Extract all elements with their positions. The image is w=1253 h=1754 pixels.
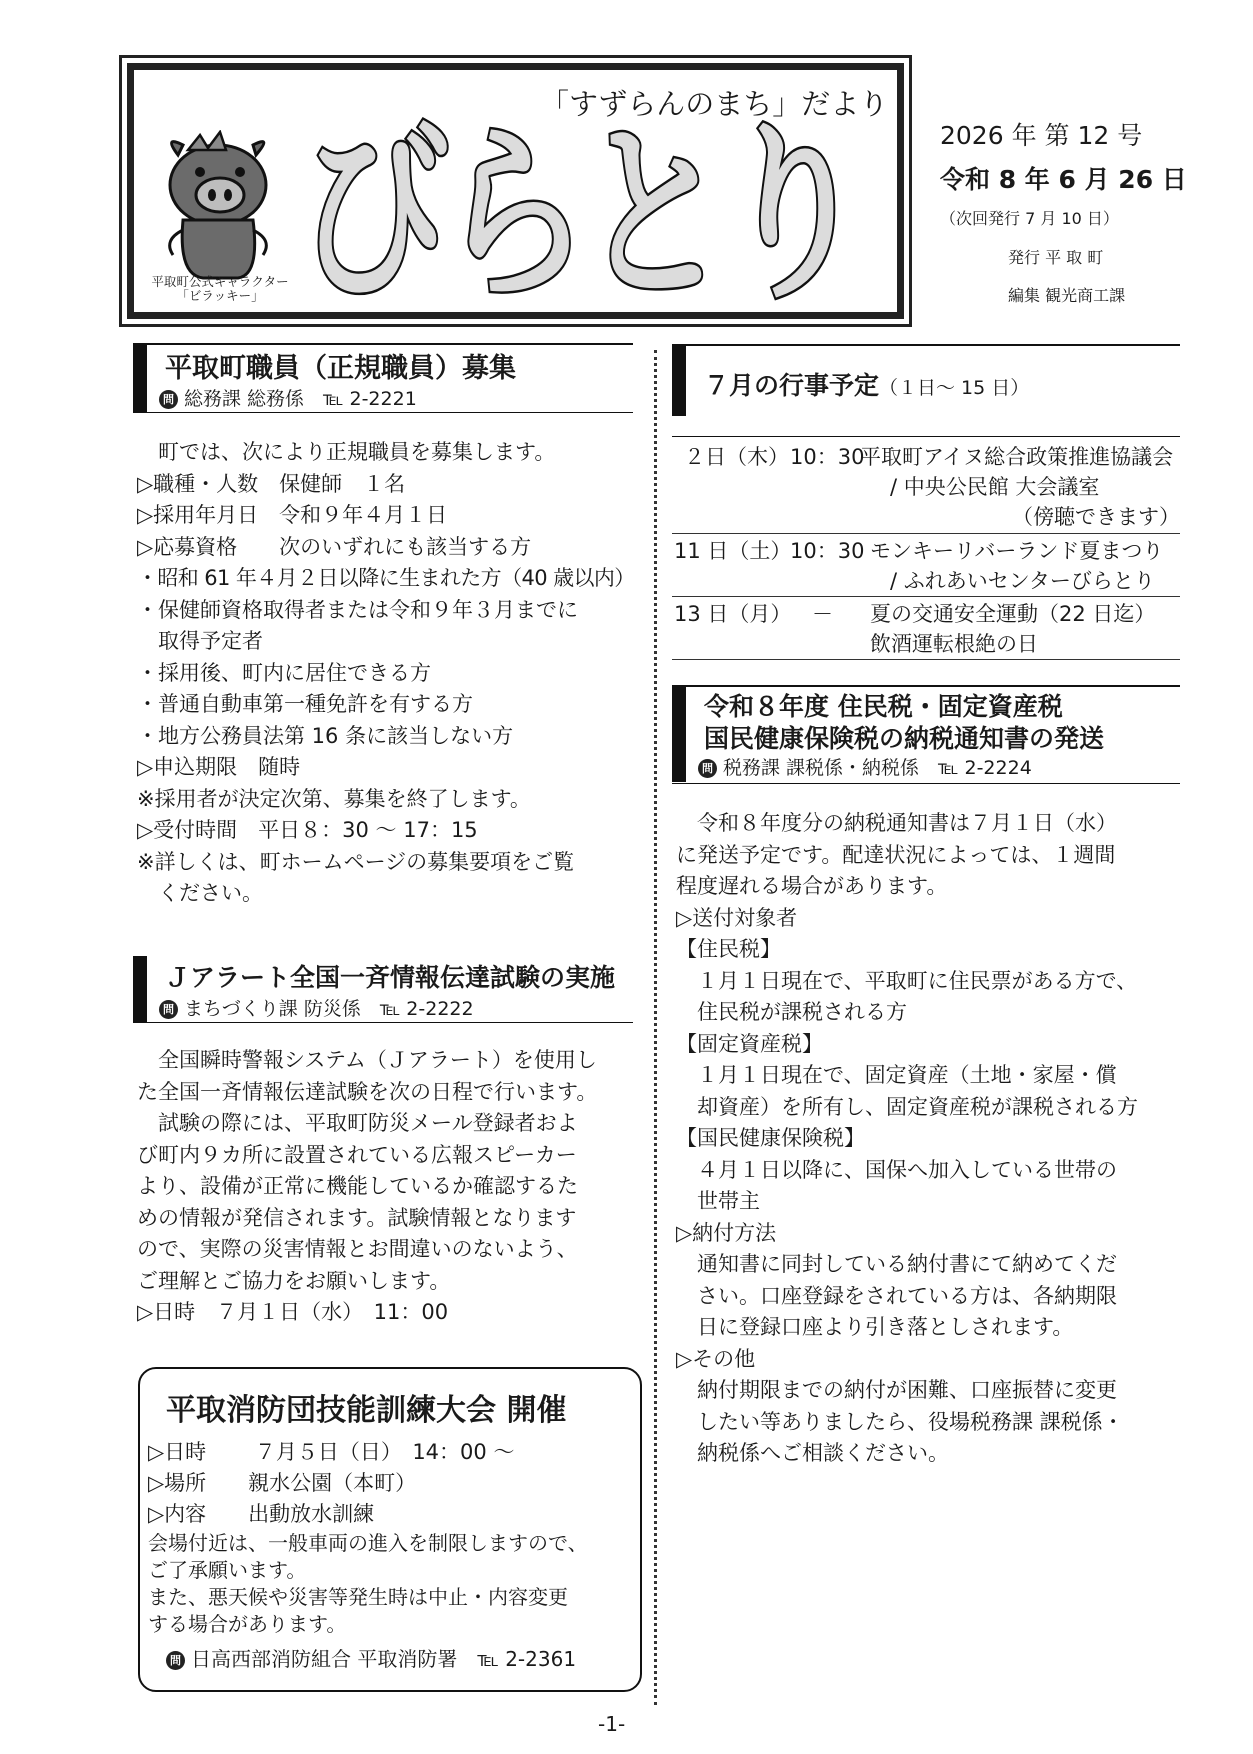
- fire-line: ▷内容 出動放水訓練: [148, 1502, 375, 1526]
- tax-line: ４月１日以降に、国保へ加入している世帯の: [697, 1157, 1117, 1182]
- fire-contact-text: 日高西部消防組合 平取消防署 ℡ 2-2361: [191, 1647, 577, 1671]
- tax-line: ▷納付方法: [676, 1220, 777, 1245]
- recruit-line: 取得予定者: [158, 629, 263, 653]
- fire-line: する場合があります。: [148, 1612, 347, 1636]
- recruit-contact: [159, 384, 417, 411]
- publisher: 発行 平 取 町: [1008, 248, 1104, 267]
- schedule-header: [672, 346, 1180, 416]
- jalert-line: 試験の際には、平取町防災メール登録者およ: [158, 1111, 578, 1135]
- tax-line: 日に登録口座より引き落としされます。: [697, 1315, 1074, 1339]
- next-issue-date: （次回発行 7 月 10 日）: [940, 209, 1119, 228]
- editor: 編集 観光商工課: [1008, 286, 1126, 305]
- schedule-event: 平取町アイヌ総合政策推進協議会: [860, 445, 1174, 469]
- inquiry-mark-icon: 問: [166, 1651, 185, 1670]
- mascot-caption: [140, 275, 300, 303]
- jalert-line: た全国一斉情報伝達試験を次の日程で行います。: [137, 1079, 598, 1104]
- tax-contact: [698, 753, 1032, 780]
- table-row: [672, 440, 1180, 534]
- fire-line: また、悪天候や災害等発生時は中止・内容変更: [148, 1585, 568, 1609]
- jalert-contact-text: まちづくり課 防災係 ℡ 2-2222: [184, 998, 474, 1020]
- schedule-event: 夏の交通安全運動（22 日迄）: [870, 602, 1156, 626]
- tax-line: したい等ありましたら、役場税務課 課税係・: [697, 1409, 1124, 1434]
- page-number: -1-: [598, 1712, 626, 1736]
- recruit-line: 町では、次により正規職員を募集します。: [158, 440, 556, 464]
- recruit-header: [133, 344, 633, 412]
- schedule-time: 10：30: [790, 445, 865, 469]
- recruit-line: ください。: [158, 881, 263, 905]
- jalert-bottom-rule: [133, 1022, 633, 1023]
- schedule-title-text: ７月の行事予定: [704, 371, 880, 400]
- tax-header: [672, 687, 1180, 782]
- mascot-caption-line1: 平取町公式キャラクター: [151, 274, 289, 289]
- issue-date: 令和 8 年 6 月 26 日: [940, 165, 1187, 194]
- recruit-line: ※詳しくは、町ホームページの募集要項をご覧: [137, 849, 575, 874]
- tax-bottom-rule: [672, 783, 1180, 784]
- recruit-body: [137, 437, 635, 910]
- schedule-event: / ふれあいセンターびらとり: [890, 569, 1155, 593]
- mascot-caption-line2: 「ビラッキー」: [176, 288, 264, 303]
- jalert-title: Ｊアラート全国一斉情報伝達試験の実施: [165, 963, 616, 992]
- table-row: [672, 597, 1180, 660]
- newsletter-tagline: 「すずらんのまち」だより: [540, 87, 889, 121]
- tax-line: 納税係へご相談ください。: [697, 1441, 949, 1465]
- tax-line: １月１日現在で、平取町に住民票がある方で、: [697, 968, 1138, 993]
- tax-line: ▷その他: [676, 1346, 756, 1371]
- tax-line: 却資産）を所有し、固定資産税が課税される方: [697, 1094, 1138, 1119]
- recruit-line: ▷応募資格 次のいずれにも該当する方: [137, 534, 532, 559]
- column-divider: [654, 350, 657, 1705]
- schedule-event: モンキーリバーランド夏まつり: [870, 539, 1164, 563]
- jalert-line: めの情報が発信されます。試験情報となります: [137, 1205, 577, 1230]
- schedule-event: 飲酒運転根絶の日: [870, 632, 1038, 656]
- schedule-time: 10：30: [790, 539, 865, 563]
- tax-line: １月１日現在で、固定資産（土地・家屋・償: [697, 1063, 1117, 1087]
- recruit-line: ▷申込期限 随時: [137, 755, 301, 779]
- tax-line: 【固定資産税】: [676, 1031, 823, 1056]
- tax-body: [676, 808, 1138, 1470]
- schedule-date: 13 日（月）: [674, 602, 792, 626]
- fire-drill-body: [148, 1437, 588, 1675]
- inquiry-mark-icon: 問: [159, 1000, 178, 1019]
- logo-text: びらとり: [300, 112, 860, 302]
- fire-line: ご了承願います。: [148, 1558, 307, 1582]
- recruit-line: ▷採用年月日 令和９年４月１日: [137, 503, 448, 527]
- recruit-line: ▷受付時間 平日８：30 ～ 17：15: [137, 818, 478, 842]
- jalert-body: [137, 1045, 597, 1329]
- tax-title-line1: 令和８年度 住民税・固定資産税: [704, 692, 1063, 721]
- schedule-table: [672, 440, 1180, 660]
- jalert-line: より、設備が正常に機能しているか確認するた: [137, 1174, 578, 1198]
- schedule-event: （傍聴できます）: [1012, 505, 1180, 529]
- jalert-line: ご理解とご協力をお願いします。: [137, 1268, 451, 1293]
- tax-contact-text: 税務課 課税係・納税係 ℡ 2-2224: [723, 757, 1032, 779]
- tax-line: 【住民税】: [676, 937, 781, 961]
- schedule-title: [704, 366, 1029, 402]
- recruit-contact-text: 総務課 総務係 ℡ 2-2221: [184, 388, 417, 410]
- fire-drill-title: 平取消防団技能訓練大会 開催: [166, 1393, 567, 1428]
- recruit-title: 平取町職員（正規職員）募集: [165, 353, 516, 384]
- recruit-line: ・保健師資格取得者または令和９年３月までに: [137, 597, 578, 622]
- recruit-line: ※採用者が決定次第、募集を終了します。: [137, 786, 531, 811]
- schedule-event: / 中央公民館 大会議室: [890, 475, 1100, 499]
- recruit-line: ▷職種・人数 保健師 １名: [137, 471, 406, 496]
- fire-line: 会場付近は、一般車両の進入を制限しますので、: [148, 1531, 588, 1555]
- tax-line: 世帯主: [697, 1189, 760, 1213]
- recruit-line: ・採用後、町内に居住できる方: [137, 660, 431, 685]
- fire-contact: [166, 1644, 588, 1675]
- recruit-line: ・昭和 61 年４月２日以降に生まれた方（40 歳以内）: [137, 566, 635, 590]
- recruit-top-rule: [133, 343, 633, 345]
- jalert-line: び町内９カ所に設置されている広報スピーカー: [137, 1142, 577, 1167]
- tax-title-line2: 国民健康保険税の納税通知書の発送: [704, 724, 1105, 753]
- issue-number: 2026 年 第 12 号: [940, 121, 1143, 150]
- schedule-date: ２日（木）: [684, 445, 789, 469]
- mascot-illustration: [148, 130, 288, 280]
- jalert-line: 全国瞬時警報システム（Ｊアラート）を使用し: [158, 1048, 597, 1072]
- schedule-time: －: [812, 602, 833, 626]
- newsletter-logo: [300, 112, 865, 302]
- table-row: [672, 534, 1180, 597]
- tax-line: 令和８年度分の納税通知書は７月１日（水）: [697, 811, 1117, 835]
- recruit-bottom-rule: [133, 412, 633, 413]
- fire-line: ▷日時 ７月５日（日） 14：00 ～: [148, 1440, 515, 1464]
- inquiry-mark-icon: 問: [159, 390, 178, 409]
- tax-line: 納付期限までの納付が困難、口座振替に変更: [697, 1378, 1117, 1402]
- tax-line: に発送予定です。配達状況によっては、１週間: [676, 842, 1116, 867]
- tax-line: 程度遅れる場合があります。: [676, 874, 948, 898]
- recruit-line: ・地方公務員法第 16 条に該当しない方: [137, 723, 514, 748]
- tax-line: 【国民健康保険税】: [676, 1126, 865, 1150]
- inquiry-mark-icon: 問: [698, 759, 717, 778]
- schedule-date: 11 日（土）: [674, 539, 792, 563]
- jalert-header: [133, 956, 633, 1022]
- jalert-line: ▷日時 ７月１日（水） 11：00: [137, 1300, 449, 1324]
- fire-line: ▷場所 親水公園（本町）: [148, 1471, 417, 1495]
- schedule-table-top-rule: [672, 436, 1180, 437]
- schedule-subtitle: （１日～ 15 日）: [879, 377, 1030, 399]
- tax-line: さい。口座登録をされている方は、各納期限: [697, 1283, 1117, 1308]
- jalert-line: ので、実際の災害情報とお間違いのないよう、: [137, 1237, 578, 1261]
- tax-line: ▷送付対象者: [676, 905, 798, 930]
- recruit-line: ・普通自動車第一種免許を有する方: [137, 692, 473, 716]
- tax-line: 通知書に同封している納付書にて納めてくだ: [697, 1252, 1117, 1276]
- jalert-contact: [159, 994, 474, 1021]
- tax-line: 住民税が課税される方: [697, 1000, 907, 1024]
